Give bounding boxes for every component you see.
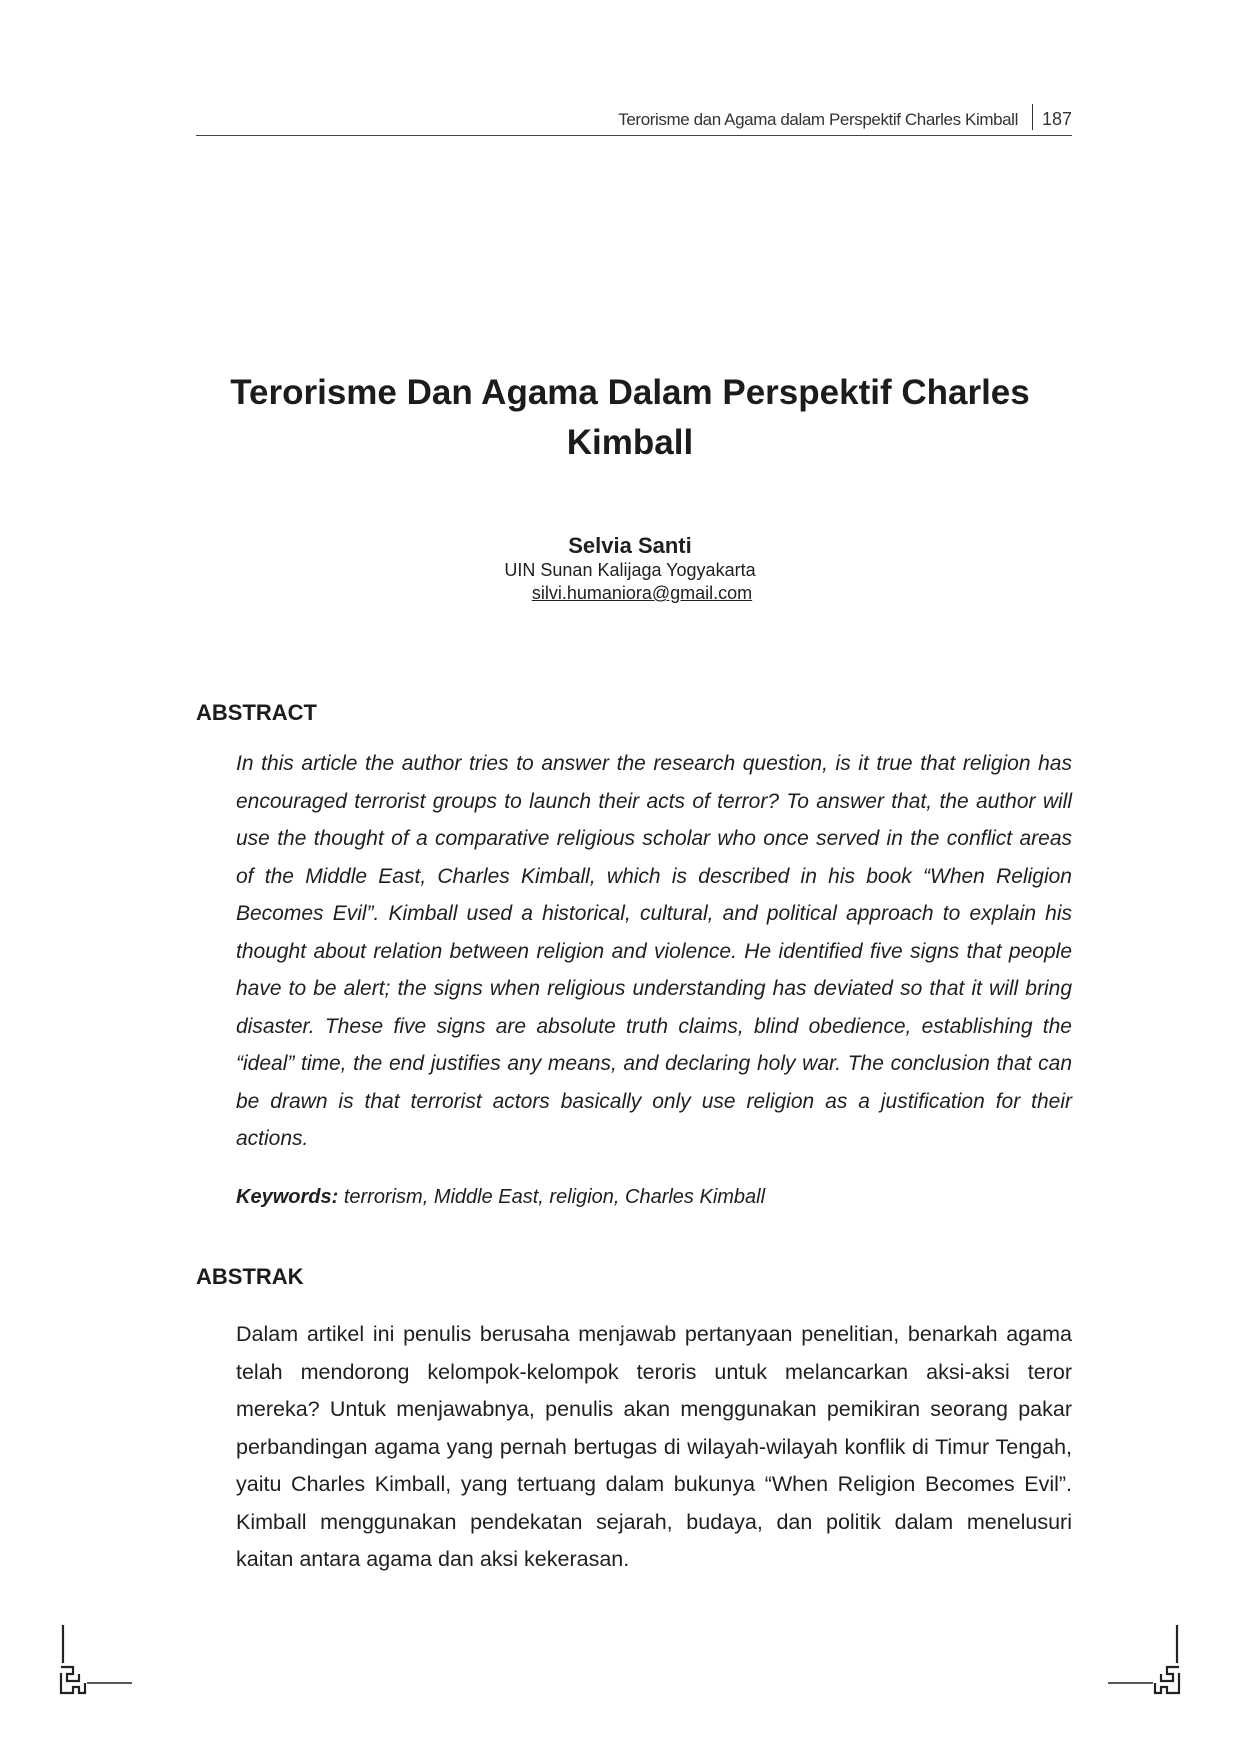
author-block	[420, 533, 840, 605]
keywords-list: terrorism, Middle East, religion, Charles Kimball	[343, 1186, 766, 1208]
running-header-separator	[1032, 104, 1033, 130]
keywords-label: Keywords:	[236, 1186, 339, 1208]
author-affiliation: UIN Sunan Kalijaga Yogyakarta	[504, 560, 756, 580]
author-name: Selvia Santi	[568, 533, 692, 558]
corner-ornament-left	[56, 1625, 136, 1695]
page-number: 187	[1041, 109, 1072, 129]
article-title: Terorisme Dan Agama Dalam Perspektif Charles Kimball	[230, 373, 1030, 462]
running-header	[196, 104, 1072, 130]
abstract-text: In this article the author tries to answer the research question, is it true that religion has encouraged terrorist groups to launch their acts of terror? To answer that, the author will use the thought of a comparative religious scholar who once served in the conflict areas of the Middle East, Charles Kimball, which is described in his book “When Religion Becomes Evil”. Kimball used a historical, cultural, and political approach to explain his thought about relation between religion and violence. He identified five signs that people have to be alert; the signs when religious understanding has deviated so that it will bring disaster. These five signs are absolute truth claims, blind obedience, establishing the “ideal” time, the end justifies any means, and declaring holy war. The conclusion that can be drawn is that terrorist actors basically only use religion as a justification for their actions.	[236, 752, 1072, 1150]
abstrak-text: Dalam artikel ini penulis berusaha menjawab pertanyaan penelitian, benarkah agama telah mendorong kelompok-kelompok teroris untuk melancarkan aksi-aksi teror mereka? Untuk menjawabnya, penulis akan menggunakan pemikiran seorang pakar perbandingan agama yang pernah bertugas di wilayah-wilayah konflik di Timur Tengah, yaitu Charles Kimball, yang tertuang dalam bukunya “When Religion Becomes Evil”. Kimball menggunakan pendekatan sejarah, budaya, dan politik dalam menelusuri kaitan antara agama dan aksi kekerasan.	[236, 1322, 1072, 1571]
abstrak-heading: ABSTRAK	[196, 1264, 304, 1289]
keywords	[236, 1186, 1072, 1209]
author-email-link[interactable]: silvi.humaniora@gmail.com	[531, 583, 753, 603]
running-header-title: Terorisme dan Agama dalam Perspektif Charles Kimball	[618, 110, 1018, 129]
corner-ornament-right	[1104, 1625, 1184, 1695]
abstract-heading: ABSTRACT	[196, 700, 317, 725]
header-rule	[196, 135, 1072, 136]
